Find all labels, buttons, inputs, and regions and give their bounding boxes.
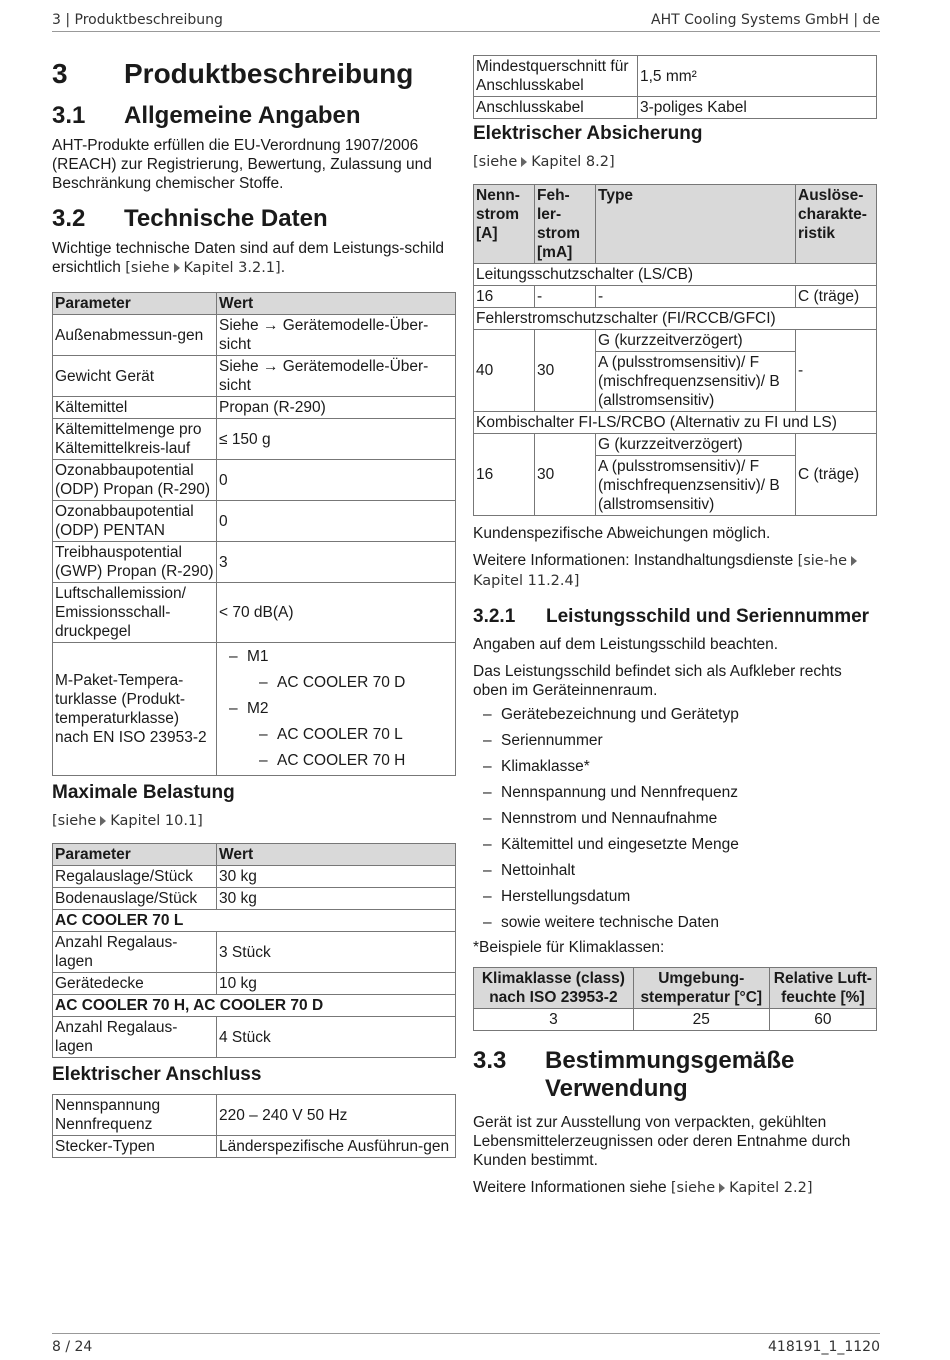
heading-max-load: Maximale Belastung: [52, 782, 235, 803]
table-row: [53, 1136, 456, 1158]
ref-target: Kapitel 11.2.4]: [473, 573, 580, 589]
table-row: [474, 434, 877, 456]
table-row: [474, 330, 877, 352]
ref-prefix: [siehe: [473, 154, 518, 170]
table-cell: 60: [769, 1009, 876, 1031]
table-cell: 40: [474, 330, 535, 412]
list-item: – sowie weitere technische Daten: [473, 910, 877, 936]
ref-target: Kapitel 2.2]: [729, 1180, 813, 1196]
table-row: [53, 356, 456, 397]
table-cell: 30: [535, 434, 596, 516]
table-group-row: [53, 910, 456, 932]
table-row: [474, 286, 877, 308]
table-header: Wert: [217, 293, 456, 315]
table-cell: Anzahl Regalaus-lagen: [53, 1017, 217, 1058]
table-cell: 30 kg: [217, 888, 456, 910]
table-header: Parameter: [53, 293, 217, 315]
table-row: [53, 1017, 456, 1058]
table-row: [53, 866, 456, 888]
right-column: [473, 52, 877, 1206]
table-cell: Stecker-Typen: [53, 1136, 217, 1158]
table-cell: 0: [217, 501, 456, 542]
table-cell: Ozonabbaupotential (ODP) PENTAN: [53, 501, 217, 542]
cross-reference-link[interactable]: [473, 153, 877, 172]
table-cell: Gewicht Gerät: [53, 356, 217, 397]
list-item: – AC COOLER 70 H: [219, 748, 453, 774]
table-row: [53, 397, 456, 419]
section-heading-3-2: [52, 205, 456, 233]
table-cell: 16: [474, 286, 535, 308]
table-cell: 30: [535, 330, 596, 412]
left-column: [52, 52, 456, 1158]
table-group-row: [53, 995, 456, 1017]
table-cell: Bodenauslage/Stück: [53, 888, 217, 910]
table-cell: 3: [217, 542, 456, 583]
cross-reference-link[interactable]: [52, 812, 456, 831]
table-cell: Kältemittel: [53, 397, 217, 419]
table-group-row: [474, 308, 877, 330]
table-cell: AC COOLER 70 H, AC COOLER 70 D: [53, 995, 456, 1017]
table-cell: M-Paket-Tempera-turklasse (Produkt-temperaturklasse) nach EN ISO 23953-2: [53, 643, 217, 776]
ref-prefix: [siehe: [670, 1180, 716, 1196]
section-title: Produktbeschreibung: [124, 58, 414, 89]
table-cell: -: [535, 286, 596, 308]
table-cell: A (pulsstromsensitiv)/ F (mischfrequenzsensitiv)/ B (allstromsensitiv): [596, 352, 796, 412]
table-cell: G (kurzzeitverzögert): [596, 330, 796, 352]
paragraph-text: Weitere Informationen siehe: [473, 1179, 667, 1196]
table-cell: [217, 643, 456, 776]
table-cell: 220 – 240 V 50 Hz: [217, 1095, 456, 1136]
table-row: [53, 583, 456, 643]
arrow-right-icon: [521, 157, 527, 167]
section-number: 3: [52, 58, 68, 89]
table-cell: A (pulsstromsensitiv)/ F (mischfrequenzsensitiv)/ B (allstromsensitiv): [596, 456, 796, 516]
table-row: [53, 973, 456, 995]
table-cell: Propan (R-290): [217, 397, 456, 419]
table-header: Klimaklasse (class) nach ISO 23953-2: [474, 968, 634, 1009]
ref-prefix: [siehe: [125, 260, 170, 276]
section-number: 3.1: [52, 102, 86, 129]
table-cell: G (kurzzeitverzögert): [596, 434, 796, 456]
table-row: [53, 888, 456, 910]
section-title: Leistungsschild und Seriennummer: [546, 606, 870, 627]
table-cell: -: [796, 330, 877, 412]
table-group-row: [474, 412, 877, 434]
table-cell: Kältemittelmenge pro Kältemittelkreis-lauf: [53, 419, 217, 460]
table-header: Wert: [217, 844, 456, 866]
paragraph-rating-plate-location: Das Leistungsschild befindet sich als Aufkleber rechts oben im Geräteinnenraum.: [473, 663, 842, 699]
section-number: 3.2: [52, 205, 86, 232]
table-cell: 1,5 mm²: [638, 56, 877, 97]
table-cell: AC COOLER 70 L: [53, 910, 456, 932]
table-cell: Leitungsschutzschalter (LS/CB): [474, 264, 877, 286]
table-header: Nenn-strom [A]: [474, 185, 535, 264]
table-cell: Siehe → Gerätemodelle-Über-sicht: [217, 315, 456, 356]
paragraph-text: Wichtige technische Daten sind auf dem Leistungs-schild ersichtlich: [52, 240, 445, 276]
table-header: Type: [596, 185, 796, 264]
table-cell: Anschlusskabel: [474, 97, 638, 119]
table-cell: C (träge): [796, 286, 877, 308]
table-cell: Länderspezifische Ausführun-gen: [217, 1136, 456, 1158]
list-item: – Herstellungsdatum: [473, 884, 877, 910]
table-cell: -: [596, 286, 796, 308]
table-cell: Ozonabbaupotential (ODP) Propan (R-290): [53, 460, 217, 501]
section-heading-3-3: [473, 1047, 877, 1103]
table-header: Auslöse-charakte-ristik: [796, 185, 877, 264]
table-row: [53, 1095, 456, 1136]
table-header: Parameter: [53, 844, 217, 866]
section-number: 3.2.1: [473, 606, 516, 627]
cross-reference-link[interactable]: [125, 260, 285, 276]
section-heading-3-2-1: [473, 605, 877, 629]
table-row: [53, 542, 456, 583]
list-item: – M1: [219, 644, 453, 670]
table-cell: Siehe → Gerätemodelle-Über-sicht: [217, 356, 456, 397]
table-cell: Anzahl Regalaus-lagen: [53, 932, 217, 973]
table-cell: Nennspannung Nennfrequenz: [53, 1095, 217, 1136]
table-cell: ≤ 150 g: [217, 419, 456, 460]
table-cell: Luftschallemission/ Emissionsschall-druckpegel: [53, 583, 217, 643]
table-cell: 3 Stück: [217, 932, 456, 973]
paragraph-intended-use: Gerät ist zur Ausstellung von verpackten, gekühlten Lebensmittelerzeugnissen oder deren Entnahme durch Kunden bestimmt.: [473, 1114, 851, 1169]
ref-prefix: [siehe: [52, 813, 97, 829]
table-cell: Gerätedecke: [53, 973, 217, 995]
section-title: Bestimmungsgemäße Verwendung: [545, 1047, 795, 1102]
paragraph-customer-deviations: Kundenspezifische Abweichungen möglich.: [473, 525, 771, 542]
table-cell: 25: [633, 1009, 769, 1031]
arrow-right-icon: [719, 1183, 725, 1193]
list-item: – Klimaklasse*: [473, 754, 877, 780]
fuse-table: [473, 184, 877, 516]
table-row: [53, 643, 456, 776]
table-row: [53, 315, 456, 356]
cable-table: [473, 55, 877, 119]
ref-prefix: [sie-he: [797, 553, 848, 569]
table-row: [474, 97, 877, 119]
table-row: [474, 1009, 877, 1031]
table-cell: Außenabmessun-gen: [53, 315, 217, 356]
rating-plate-list: [473, 702, 877, 936]
section-heading-3: [52, 58, 456, 90]
header-right: AHT Cooling Systems GmbH | de: [651, 12, 880, 28]
paragraph-text: Weitere Informationen: Instandhaltungsdienste: [473, 552, 794, 569]
arrow-right-icon: [174, 263, 180, 273]
list-item: – Nettoinhalt: [473, 858, 877, 884]
table-cell: 3-poliges Kabel: [638, 97, 877, 119]
table-cell: 10 kg: [217, 973, 456, 995]
technical-data-table: [52, 292, 456, 776]
page-header: [52, 10, 880, 32]
list-item: – M2: [219, 696, 453, 722]
table-cell: 16: [474, 434, 535, 516]
section-number: 3.3: [473, 1047, 507, 1074]
page-number: 8 / 24: [52, 1339, 93, 1355]
section-title: Technische Daten: [124, 205, 328, 232]
table-header: Relative Luft-feuchte [%]: [769, 968, 876, 1009]
list-item: – Gerätebezeichnung und Gerätetyp: [473, 702, 877, 728]
list-item: – Seriennummer: [473, 728, 877, 754]
ref-target: Kapitel 3.2.1].: [183, 260, 286, 276]
climate-class-table: [473, 967, 877, 1031]
table-cell: < 70 dB(A): [217, 583, 456, 643]
paragraph-climate-note: *Beispiele für Klimaklassen:: [473, 939, 665, 956]
temperature-class-list: [219, 644, 453, 774]
cross-reference-link[interactable]: [671, 1180, 813, 1196]
paragraph-rating-plate: Angaben auf dem Leistungsschild beachten.: [473, 636, 779, 653]
ref-target: Kapitel 10.1]: [110, 813, 203, 829]
max-load-table: [52, 843, 456, 1058]
table-cell: 4 Stück: [217, 1017, 456, 1058]
ref-target: Kapitel 8.2]: [531, 154, 615, 170]
table-cell: Mindestquerschnitt für Anschlusskabel: [474, 56, 638, 97]
table-row: [53, 932, 456, 973]
paragraph-more-info-2-2: [473, 1178, 877, 1198]
table-cell: Regalauslage/Stück: [53, 866, 217, 888]
arrow-right-icon: [100, 816, 106, 826]
list-item: – AC COOLER 70 D: [219, 670, 453, 696]
table-cell: C (träge): [796, 434, 877, 516]
page-footer: [52, 1333, 880, 1355]
section-title: Allgemeine Angaben: [124, 102, 361, 129]
table-cell: 0: [217, 460, 456, 501]
arrow-right-icon: [851, 556, 857, 566]
header-left: 3 | Produktbeschreibung: [52, 12, 223, 28]
list-item: – AC COOLER 70 L: [219, 722, 453, 748]
table-header: Feh-ler-strom [mA]: [535, 185, 596, 264]
table-cell: Fehlerstromschutzschalter (FI/RCCB/GFCI): [474, 308, 877, 330]
table-row: [53, 460, 456, 501]
list-item: – Kältemittel und eingesetzte Menge: [473, 832, 877, 858]
document-number: 418191_1_1120: [768, 1339, 880, 1355]
list-item: – Nennspannung und Nennfrequenz: [473, 780, 877, 806]
table-cell: Treibhauspotential (GWP) Propan (R-290): [53, 542, 217, 583]
section-heading-3-1: [52, 102, 456, 130]
list-item: – Nennstrom und Nennaufnahme: [473, 806, 877, 832]
heading-electrical-fuse: Elektrischer Absicherung: [473, 123, 703, 144]
table-cell: 3: [474, 1009, 634, 1031]
table-header: Umgebung-stemperatur [°C]: [633, 968, 769, 1009]
table-group-row: [474, 264, 877, 286]
heading-electrical-connection: Elektrischer Anschluss: [52, 1064, 262, 1085]
table-cell: 30 kg: [217, 866, 456, 888]
table-cell: Kombischalter FI-LS/RCBO (Alternativ zu FI und LS): [474, 412, 877, 434]
electrical-connection-table: [52, 1094, 456, 1158]
paragraph-more-info: [473, 551, 877, 591]
table-row: [53, 501, 456, 542]
table-row: [53, 419, 456, 460]
table-row: [474, 56, 877, 97]
paragraph-technical-data: [52, 239, 456, 278]
paragraph-reach: AHT-Produkte erfüllen die EU-Verordnung 1907/2006 (REACH) zur Registrierung, Bewertung, Zulassung und Beschränkung chemischer Stoffe.: [52, 137, 432, 192]
